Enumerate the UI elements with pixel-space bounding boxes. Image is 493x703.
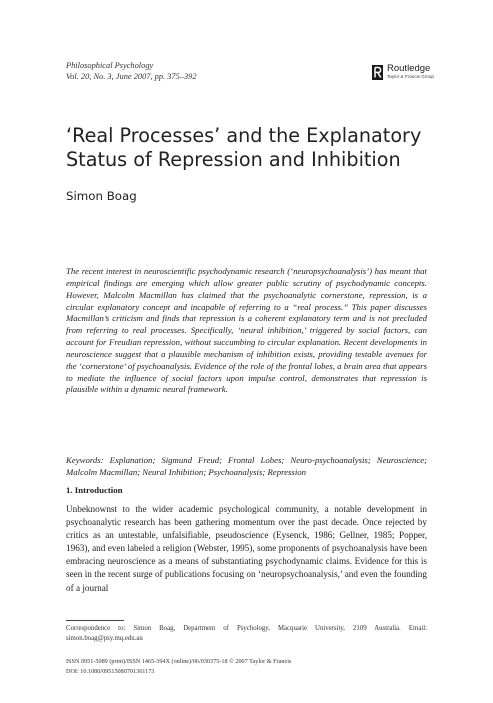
section-heading: 1. Introduction <box>66 485 123 495</box>
doi-line: DOI: 10.1080/09515080701361173 <box>66 667 155 675</box>
correspondence-note: Correspondence to: Simon Boag, Department of Psychology, Macquarie University, 2109 Australia. Email: simon.boag@psy.mq.edu.au <box>66 625 427 642</box>
footnote-divider <box>66 620 124 621</box>
journal-info <box>66 60 197 82</box>
publisher-logo <box>372 64 434 80</box>
issn-line: ISSN 0951-5089 (print)/ISSN 1465-394X (online)/06/030375-18 © 2007 Taylor & Francis <box>66 658 292 665</box>
keywords: Keywords: Explanation; Sigmund Freud; Frontal Lobes; Neuro-psychoanalysis; Neuroscience; Malcolm Macmillan; Neural Inhibition; Psychoanalysis; Repression <box>66 455 427 477</box>
publisher-name: Routledge <box>387 63 431 74</box>
abstract: The recent interest in neuroscientific psychodynamic research (‘neuropsychoanalysis’) has meant that empirical findings are emerging which allow greater public scrutiny of psychodynamic concepts. However, Malcolm Macmillan has claimed that the psychoanalytic cornerstone, repression, is a circular explanatory concept and incapable of referring to a “real process.” This paper discusses Macmillan’s criticism and finds that repression is a coherent explanatory term and is not precluded from referring to real processes. Specifically, ‘neural inhibition,’ triggered by social factors, can account for Freudian repression, without succumbing to circular explanation. Recent developments in neuroscience suggest that a plausible mechanism of inhibition exists, providing testable avenues for the ‘cornerstone’ of psychoanalysis. Evidence of the role of the frontal lobes, a brain area that appears to mediate the influence of social factors upon impulse control, demonstrates that repression is plausible within a dynamic neural framework. <box>66 266 427 395</box>
article-author: Simon Boag <box>66 189 137 203</box>
article-title: ‘Real Processes’ and the Explanatory Status of Repression and Inhibition <box>66 124 422 171</box>
publisher-subline: Taylor & Francis Group <box>387 74 434 79</box>
body-text: Unbeknownst to the wider academic psychological community, a notable development in psychoanalytic research has been gathering momentum over the past decade. Once rejected by critics as an untestable, unfalsifiable, pseudoscience (Eysenck, 1986; Gellner, 1985; Popper, 1963), and even labeled a religion (Webster, 1995), some proponents of psychoanalysis have been embracing neuroscience as a means of substantiating psychodynamic claims. Evidence for this is seen in the recent surge of publications focusing on ‘neuropsychoanalysis,’ and even the founding of a journal <box>66 504 427 593</box>
journal-issue: Vol. 20, No. 3, June 2007, pp. 375–392 <box>66 72 197 81</box>
journal-name: Philosophical Psychology <box>66 61 154 70</box>
routledge-logo-icon <box>372 65 383 80</box>
issn-doi-block <box>66 657 291 676</box>
